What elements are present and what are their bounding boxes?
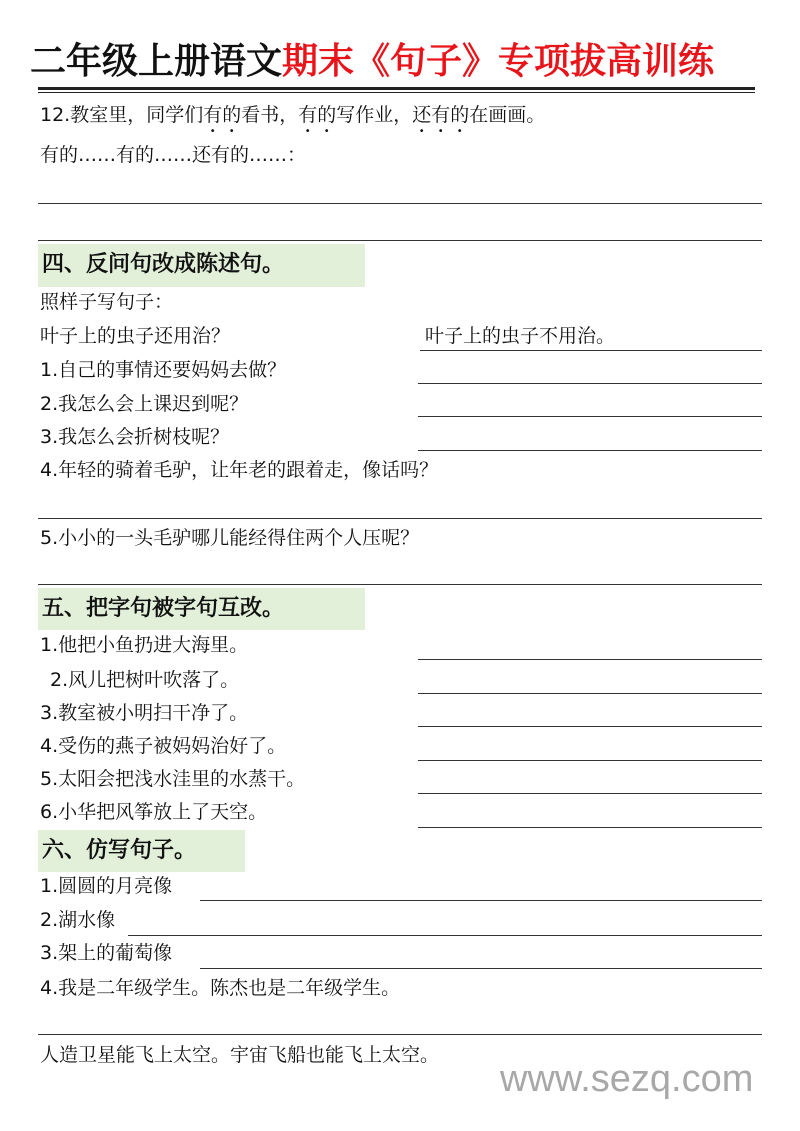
answer-line[interactable] [38,240,762,241]
s4-item: 1.自己的事情还要妈妈去做？ [40,359,287,381]
title-rule-thick [38,87,755,90]
s5-item: 5.太阳会把浅水洼里的水蒸干。 [40,768,306,790]
title-rule-thin [38,92,755,93]
s6-item: 4.我是二年级学生。陈杰也是二年级学生。 [40,977,401,999]
s4-item: 5.小小的一头毛驴哪儿能经得住两个人压呢？ [40,527,420,549]
answer-line[interactable] [418,793,762,794]
answer-line[interactable] [38,1034,762,1035]
title-red: 期末《句子》专项拔高训练 [282,41,715,82]
example-answer: 叶子上的虫子不用治。 [425,325,616,347]
s6-item: 3.架上的葡萄像 [40,942,173,964]
answer-line[interactable] [38,518,762,519]
answer-line[interactable] [418,760,762,761]
q12-pattern: 有的……有的……还有的……： [40,144,307,166]
s4-item: 4.年轻的骑着毛驴，让年老的跟着走，像话吗？ [40,459,439,481]
s5-item: 2.风儿把树叶吹落了。 [50,669,240,691]
answer-line[interactable] [200,900,762,901]
s6-item: 1.圆圆的月亮像 [40,875,173,897]
answer-line [420,350,762,351]
section-4-header: 四、反问句改成陈述句。 [38,244,365,287]
answer-line[interactable] [200,968,762,969]
s5-item: 1.他把小鱼扔进大海里。 [40,634,249,656]
s6-item: 2.湖水像 [40,909,116,931]
s5-item: 3.教室被小明扫干净了。 [40,702,249,724]
answer-line[interactable] [418,659,762,660]
section-5-header: 五、把字句被字句互改。 [38,588,365,630]
s4-item: 3.我怎么会折树枝呢？ [40,426,230,448]
answer-line[interactable] [128,935,762,936]
section-6-header: 六、仿写句子。 [38,830,245,872]
answer-line[interactable] [418,383,762,384]
page-title [30,38,714,86]
s4-item: 2.我怎么会上课迟到呢？ [40,393,249,415]
s5-item: 6.小华把风筝放上了天空。 [40,801,268,823]
title-black: 二年级上册语文 [30,41,283,82]
answer-line[interactable] [38,203,762,204]
instruction: 照样子写句子： [40,291,174,313]
example-question: 叶子上的虫子还用治？ [40,325,231,347]
answer-line[interactable] [418,726,762,727]
answer-line[interactable] [418,827,762,828]
answer-line[interactable] [418,450,762,451]
answer-line[interactable] [418,416,762,417]
q12-sentence: 12.教室里，同学们有的看书，有的写作业，还有的在画画。 [40,104,546,126]
answer-line[interactable] [418,693,762,694]
answer-line[interactable] [38,584,762,585]
watermark: www.sezq.com [500,1058,754,1100]
s6-example: 人造卫星能飞上太空。宇宙飞船也能飞上太空。 [40,1044,440,1066]
s5-item: 4.受伤的燕子被妈妈治好了。 [40,735,287,757]
